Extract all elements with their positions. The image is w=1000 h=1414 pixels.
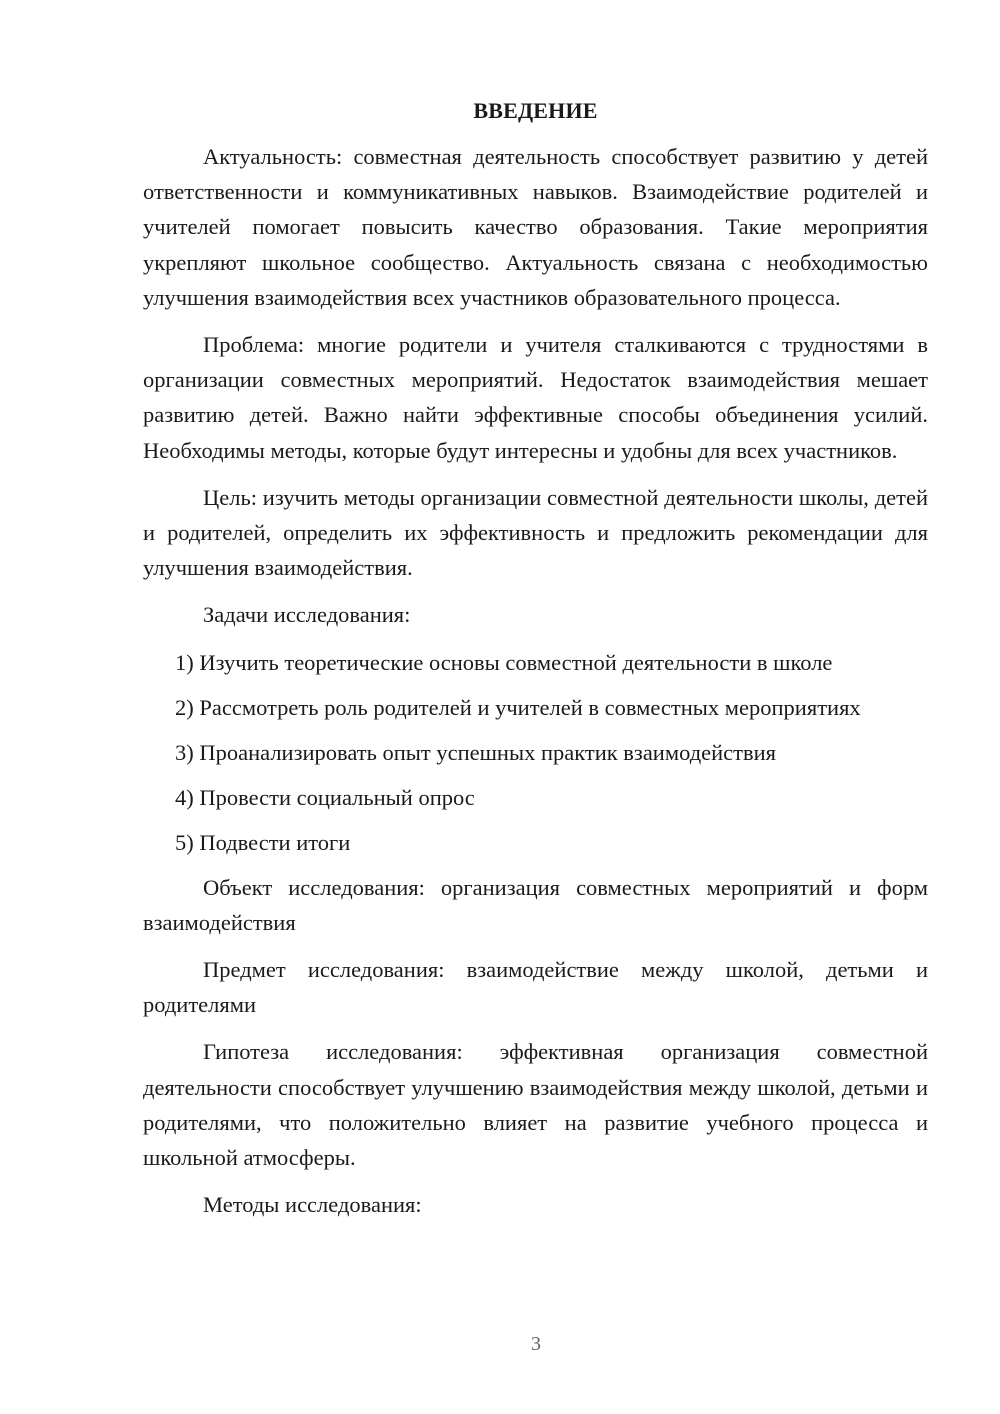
tasks-heading: Задачи исследования: xyxy=(203,602,411,628)
section-title: ВВЕДЕНИЕ xyxy=(473,98,598,123)
list-item: 4) Провести социальный опрос xyxy=(175,784,475,810)
page-number: 3 xyxy=(531,1333,541,1355)
problem-paragraph: Проблема: многие родители и учителя сталкиваются с трудностями в организации совместных мероприятий. Недостаток взаимодействия мешает развитию детей. Важно найти эффективные способы объединения усилий. Необходимы методы, которые будут интересны и удобны для всех участников. xyxy=(143,332,928,463)
list-item: 3) Проанализировать опыт успешных практик взаимодействия xyxy=(175,739,776,765)
list-item: 1) Изучить теоретические основы совместной деятельности в школе xyxy=(175,649,833,675)
list-item: 5) Подвести итоги xyxy=(175,829,351,855)
goal-paragraph: Цель: изучить методы организации совместной деятельности школы, детей и родителей, определить их эффективность и предложить рекомендации для улучшения взаимодействия. xyxy=(143,484,928,581)
list-item: 2) Рассмотреть роль родителей и учителей в совместных мероприятиях xyxy=(175,694,861,720)
hypothesis-paragraph: Гипотеза исследования: эффективная организация совместной деятельности способствует улучшению взаимодействия между школой, детьми и родителями, что положительно влияет на развитие учебного процесса и школьной атмосферы. xyxy=(143,1039,928,1171)
relevance-paragraph: Актуальность: совместная деятельность способствует развитию у детей ответственности и коммуникативных навыков. Взаимодействие родителей и учителей помогает повысить качество образования. Такие мероприятия укрепляют школьное сообщество. Актуальность связана с необходимостью улучшения взаимодействия всех участников образовательного процесса. xyxy=(143,144,928,310)
tasks-list xyxy=(143,645,928,860)
methods-heading: Методы исследования: xyxy=(203,1192,422,1218)
object-paragraph: Объект исследования: организация совместных мероприятий и форм взаимодействия xyxy=(143,874,928,935)
subject-paragraph: Предмет исследования: взаимодействие между школой, детьми и родителями xyxy=(143,957,928,1018)
page-content xyxy=(143,95,928,1222)
